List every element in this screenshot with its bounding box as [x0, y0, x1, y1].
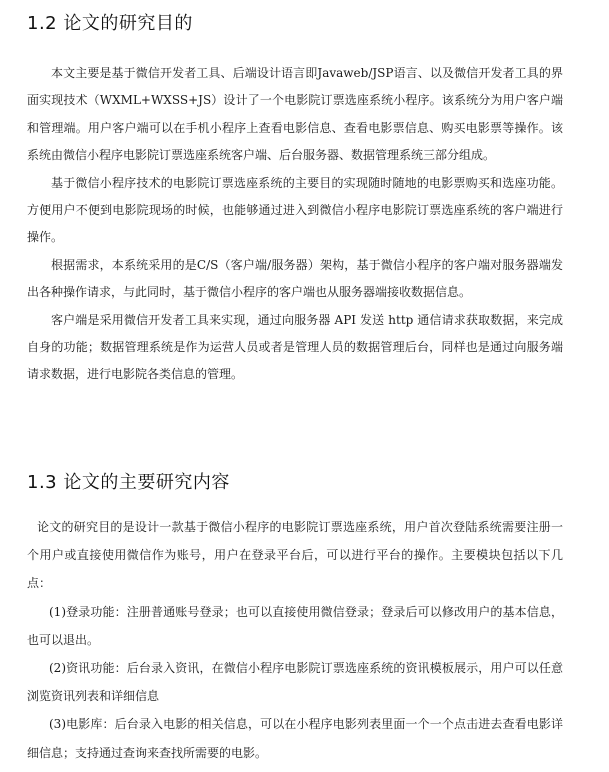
paragraph: 论文的研究目的是设计一款基于微信小程序的电影院订票选座系统，用户首次登陆系统需要注册一个用户或直接使用微信作为账号，用户在登录平台后，可以进行平台的操作。主要模块包括以下几点：	[27, 520, 563, 591]
list-item: (1)登录功能：注册普通账号登录；也可以直接使用微信登录；登录后可以修改用户的基本信息，也可以退出。	[27, 604, 563, 647]
list-item: (2)资讯功能：后台录入资讯，在微信小程序电影院订票选座系统的资讯模板展示，用户可以任意浏览资讯列表和详细信息	[27, 661, 563, 704]
section-body	[27, 513, 563, 767]
paragraph: 基于微信小程序技术的电影院订票选座系统的主要目的实现随时随地的电影票购买和选座功能。方便用户不便到电影院现场的时候，也能够通过进入到微信小程序电影院订票选座系统的客户端进行操作。	[27, 175, 563, 245]
paragraph: 客户端是采用微信开发者工具来实现，通过向服务器 API 发送 http 通信请求获取数据，来完成自身的功能；数据管理系统是作为运营人员或者是管理人员的数据管理后台，同样也是通过向服务端请求数据，进行电影院各类信息的管理。	[27, 312, 563, 382]
section-heading: 1.3 论文的主要研究内容	[27, 472, 230, 493]
section-heading: 1.2 论文的研究目的	[27, 13, 193, 34]
section-body	[27, 60, 563, 389]
list-item: (3)电影库：后台录入电影的相关信息，可以在小程序电影列表里面一个一个点击进去查看电影详细信息；支持通过查询来查找所需要的电影。	[27, 717, 563, 760]
paragraph: 本文主要是基于微信开发者工具、后端设计语言即Javaweb/JSP语言、以及微信开发者工具的界面实现技术（WXML+WXSS+JS）设计了一个电影院订票选座系统小程序。该系统分为用户客户端和管理端。用户客户端可以在手机小程序上查看电影信息、查看电影票信息、购买电影票等操作。该系统由微信小程序电影院订票选座系统客户端、后台服务器、数据管理系统三部分组成。	[27, 66, 563, 163]
paragraph: 根据需求，本系统采用的是C/S（客户端/服务器）架构，基于微信小程序的客户端对服务器端发出各种操作请求，与此同时，基于微信小程序的客户端也从服务器端接收数据信息。	[27, 257, 563, 300]
